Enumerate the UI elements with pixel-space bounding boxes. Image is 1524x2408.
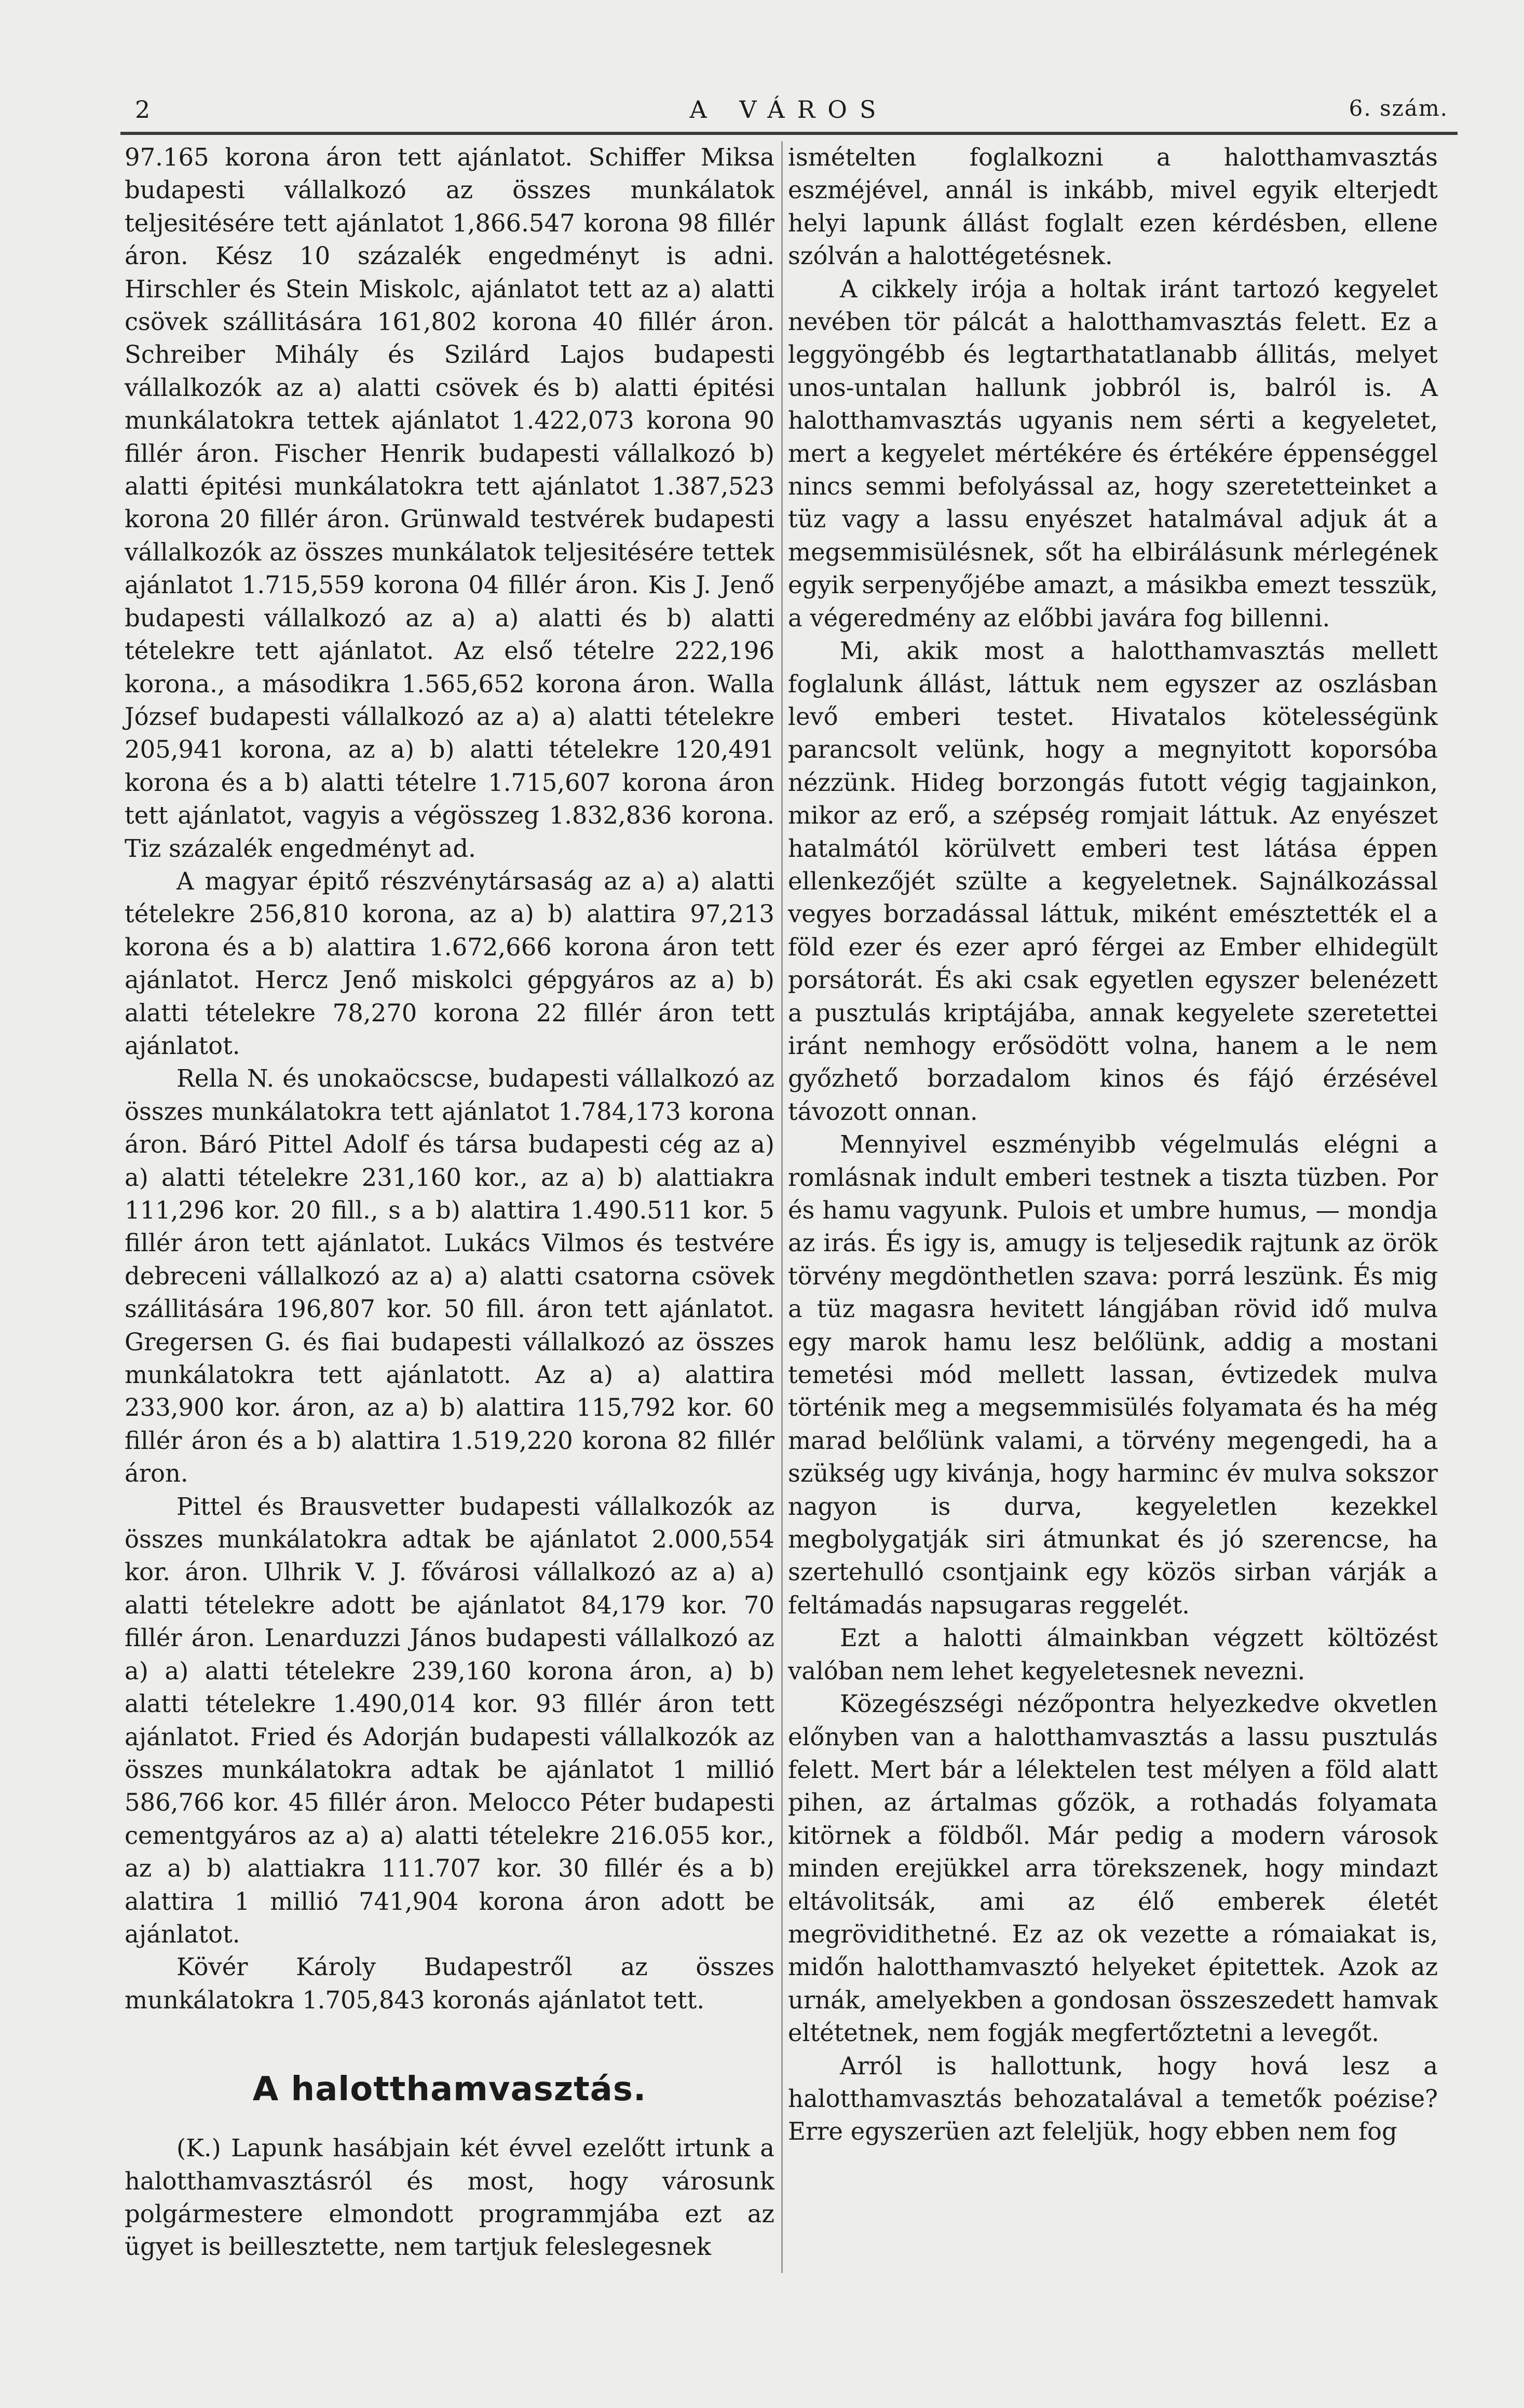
section-heading: A halotthamvasztás. xyxy=(252,2070,647,2109)
article-paragraph: A magyar épitő részvénytársaság az a) a) alatti tételekre 256,810 korona, az a) b) alattira 97,213 korona és a b) alattira 1.672,666 korona áron tett ajánlatot. Hercz Jenő miskolci gépgyáros az a) b) alatti tételekre 78,270 korona 22 fillér áron tett ajánlatot. xyxy=(125,867,774,1060)
left-column xyxy=(125,141,774,2273)
right-column xyxy=(788,141,1438,2273)
article-paragraph: Mi, akik most a halotthamvasztás mellett foglalunk állást, láttuk nem egyszer az oszlásban levő emberi testet. Hivatalos kötelességünk parancsolt velünk, hogy a megnyitott koporsóba nézzünk. Hideg borzongás futott végig tagjainkon, mikor az erő, a szépség romjait láttuk. Az enyészet hatalmától körülvett emberi test látása éppen ellenkezőjét szülte a kegyeletnek. Sajnálkozással vegyes borzadással láttuk, miként emésztették el a föld ezer és ezer apró férgei az Ember elhidegült porsátorát. És aki csak egyetlen egyszer belenézett a pusztulás kriptájába, annak kegyelete szeretettei iránt nemhogy erősödött volna, hanem a le nem győzhető borzadalom kinos és fájó érzésével távozott onnan. xyxy=(788,637,1438,1126)
page-number: 2 xyxy=(135,95,152,124)
article-paragraph: Pittel és Brausvetter budapesti vállalkozók az összes munkálatokra adtak be ajánlatot 2.000,554 kor. áron. Ulhrik V. J. fővárosi vállalkozó az a) a) alatti tételekre adott be ajánlatot 84,179 kor. 70 fillér áron. Lenarduzzi János budapesti vállalkozó az a) a) alatti tételekre 239,160 korona áron, a) b) alatti tételekre 1.490,014 kor. 93 fillér áron tett ajánlatot. Fried és Adorján budapesti vállalkozók az összes munkálatokra adtak be ajánlatot 1 millió 586,766 kor. 45 fillér áron. Melocco Péter budapesti cementgyáros az a) a) alatti tételekre 216.055 kor., az a) b) alattiakra 111.707 kor. 30 fillér és a b) alattira 1 millió 741,904 korona áron adott be ajánlatot. xyxy=(125,1492,774,1948)
issue-number: 6. szám. xyxy=(1349,95,1448,121)
article-paragraph: Közegészségi nézőpontra helyezkedve okvetlen előnyben van a halotthamvasztás a lassu pusztulás felett. Mert bár a lélektelen test mélyen a föld alatt pihen, az ártalmas gőzök, a rothadás folyamata kitörnek a földből. Már pedig a modern városok minden erejükkel arra törekszenek, hogy mindazt eltávolitsák, ami az élő emberek életét megrövidithetné. Ez az ok vezette a rómaiakat is, midőn halotthamvasztó helyeket épitettek. Azok az urnák, amelyekben a gondosan összeszedett hamvak eltétetnek, nem fogják megfertőztetni a levegőt. xyxy=(788,1690,1438,2047)
article-paragraph: Mennyivel eszményibb végelmulás elégni a romlásnak indult emberi testnek a tiszta tüzben. Por és hamu vagyunk. Pulois et umbre humus, — mondja az irás. És igy is, amugy is teljesedik rajtunk az örök törvény megdönthetlen szava: porrá leszünk. És mig a tüz magasra hevitett lángjában rövid idő mulva egy marok hamu lesz belőlünk, addig a mostani temetési mód mellett lassan, évtizedek mulva történik meg a megsemmisülés folyamata és ha még marad belőlünk valami, a törvény megengedi, ha a szükség ugy kivánja, hogy harminc év mulva sokszor nagyon is durva, kegyeletlen kezekkel megbolygatják siri átmunkat és jó szerencse, ha szertehulló csontjaink egy közös sirban várják a feltámadás napsugaras reggelét. xyxy=(788,1130,1438,1619)
header-rule xyxy=(120,132,1458,135)
article-paragraph: ismételten foglalkozni a halotthamvasztás eszméjével, annál is inkább, mivel egyik elterjedt helyi lapunk állást foglalt ezen kérdésben, ellene szólván a halottégetésnek. xyxy=(788,143,1438,270)
column-divider xyxy=(781,141,783,2273)
running-head xyxy=(125,88,1453,125)
article-paragraph: 97.165 korona áron tett ajánlatot. Schiffer Miksa budapesti vállalkozó az összes munkálatok teljesitésére tett ajánlatot 1,866.547 korona 98 fillér áron. Kész 10 százalék engedményt is adni. Hirschler és Stein Miskolc, ajánlatot tett az a) alatti csövek szállitására 161,802 korona 40 fillér áron. Schreiber Mihály és Szilárd Lajos budapesti vállalkozók az a) alatti csövek és b) alatti épitési munkálatokra tettek ajánlatot 1.422,073 korona 90 fillér áron. Fischer Henrik budapesti vállalkozó b) alatti épitési munkálatokra tett ajánlatot 1.387,523 korona 20 fillér áron. Grünwald testvérek budapesti vállalkozók az összes munkálatok teljesitésére tettek ajánlatot 1.715,559 korona 04 fillér áron. Kis J. Jenő budapesti vállalkozó az a) a) alatti és b) alatti tételekre tett ajánlatot. Az első tételre 222,196 korona., a másodikra 1.565,652 korona áron. Walla József budapesti vállalkozó az a) a) alatti tételekre 205,941 korona, az a) b) alatti tételekre 120,491 korona és a b) alatti tételre 1.715,607 korona áron tett ajánlatot, vagyis a végösszeg 1.832,836 korona. Tiz százalék engedményt ad. xyxy=(125,143,774,863)
section-intro-paragraph: (K.) Lapunk hasábjain két évvel ezelőtt irtunk a halotthamvasztásról és most, hogy városunk polgármestere elmondott programmjába ezt az ügyet is beillesztette, nem tartjuk feleslegesnek xyxy=(125,2134,774,2261)
article-paragraph: Rella N. és unokaöcscse, budapesti vállalkozó az összes munkálatokra tett ajánlatot 1.784,173 korona áron. Báró Pittel Adolf és társa budapesti cég az a) a) alatti tételekre 231,160 kor., az a) b) alattiakra 111,296 kor. 20 fill., s a b) alattira 1.490.511 kor. 5 fillér áron tett ajánlatot. Lukács Vilmos és testvére debreceni vállalkozó az a) a) alatti csatorna csövek szállitására 196,807 kor. 50 fill. áron tett ajánlatot. Gregersen G. és fiai budapesti vállalkozó az összes munkálatokra tett ajánlatott. Az a) a) alattira 233,900 kor. áron, az a) b) alattira 115,792 kor. 60 fillér áron és a b) alattira 1.519,220 korona 82 fillér áron. xyxy=(125,1064,774,1488)
article-paragraph: Kövér Károly Budapestről az összes munkálatokra 1.705,843 koronás ajánlatot tett. xyxy=(125,1953,774,2014)
article-paragraph: A cikkely irója a holtak iránt tartozó kegyelet nevében tör pálcát a halotthamvasztás felett. Ez a leggyöngébb és legtarthatatlanabb állitás, melyet unos-untalan hallunk jobbról is, balról is. A halotthamvasztás ugyanis nem sérti a kegyeletet, mert a kegyelet mértékére és értékére éppenséggel nincs semmi befolyással az, hogy szeretetteinket a tüz vagy a lassu enyészet hatalmával adjuk át a megsemmisülésnek, sőt ha elbirálásunk mérlegének egyik serpenyőjébe amazt, a másikba emezt tesszük, a végeredmény az előbbi javára fog billenni. xyxy=(788,275,1438,632)
article-paragraph: Ezt a halotti álmainkban végzett költözést valóban nem lehet kegyeletesnek nevezni. xyxy=(788,1624,1438,1685)
publication-title: A VÁROS xyxy=(689,95,889,124)
article-paragraph: Arról is hallottunk, hogy hová lesz a halotthamvasztás behozatalával a temetők poézise? Erre egyszerüen azt feleljük, hogy ebben nem fog xyxy=(788,2051,1438,2146)
